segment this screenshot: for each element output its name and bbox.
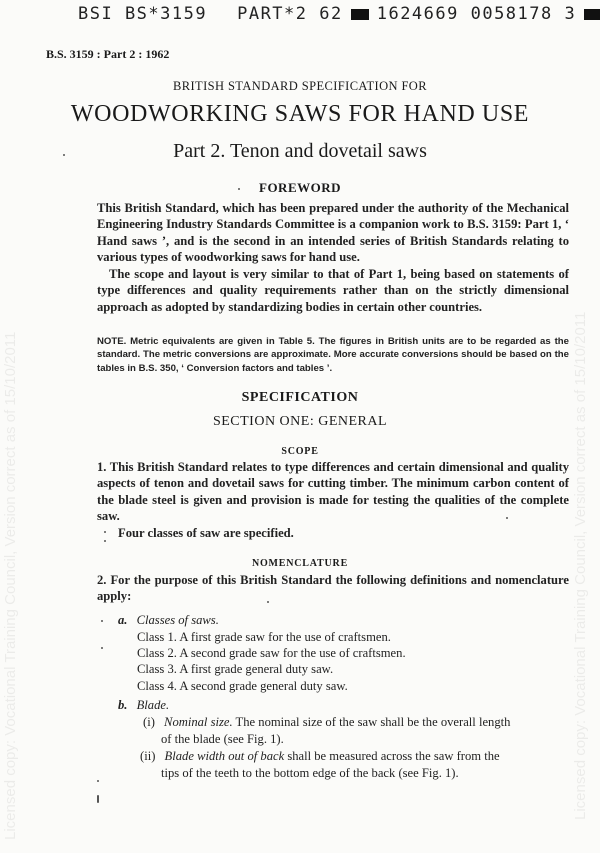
specification-heading: SPECIFICATION — [241, 390, 359, 405]
item-b-ii-number: (ii) — [140, 749, 156, 763]
scan-speck — [104, 531, 106, 533]
scan-speck — [63, 154, 65, 156]
item-b-title: Blade. — [136, 698, 170, 712]
item-b-i-text-2: of the blade (see Fig. 1). — [161, 732, 284, 746]
document-title: WOODWORKING SAWS FOR HAND USE — [70, 101, 530, 127]
scan-speck — [97, 795, 99, 803]
foreword-paragraph-2 — [97, 266, 569, 315]
class-4-line: Class 4. A second grade general duty saw. — [137, 679, 348, 693]
class-1-line: Class 1. A first grade saw for the use of craftsmen. — [137, 630, 391, 644]
scan-speck — [101, 620, 103, 622]
scan-speck — [238, 188, 240, 190]
foreword-paragraph-2-text: The scope and layout is very similar to that of Part 1, being based on statements of type differences and quality requirements rather than on the strictly dimensional approach as adopted by standardizing bodies in certain other countries. — [97, 267, 569, 314]
item-a-heading — [118, 612, 219, 628]
scope-classes-statement: Four classes of saw are specified. — [118, 526, 294, 540]
item-a-label: a. — [118, 613, 128, 627]
item-b-label: b. — [118, 698, 128, 712]
barcode-block-icon — [351, 9, 369, 20]
item-b-heading — [118, 697, 169, 713]
nomenclature-heading: NOMENCLATURE — [251, 558, 349, 569]
scan-speck — [97, 780, 99, 782]
header-code-left: BSI BS*3159 — [78, 4, 208, 24]
foreword-paragraph-1: This British Standard, which has been prepared under the authority of the Mechanical Engineering Industry Standards Committee is a companion work to B.S. 3159: Part 1, ‘ Hand saws ’, and is the second in an intended series of British Standards relating to various types of woodworking saws for hand use. — [97, 201, 569, 265]
scan-speck — [506, 517, 508, 519]
class-3-line: Class 3. A first grade general duty saw. — [137, 662, 334, 676]
scope-paragraph: 1. This British Standard relates to type differences and certain dimensional and quality aspects of tenon and dovetail saws for cutting timber. The minimum carbon content of the blade steel is given and provision is made for testing the qualities of the complete saw. — [97, 460, 569, 524]
document-part-title: Part 2. Tenon and dovetail saws — [173, 140, 427, 162]
item-b-ii-line-1 — [140, 748, 500, 764]
header-code-right: 1624669 0058178 3 — [376, 4, 577, 24]
foreword-heading: FOREWORD — [259, 180, 341, 195]
section-heading: SECTION ONE: GENERAL — [212, 414, 388, 429]
document-supertitle: BRITISH STANDARD SPECIFICATION FOR — [173, 79, 427, 93]
item-b-ii-text-2: tips of the teeth to the bottom edge of the back (see Fig. 1). — [161, 766, 459, 780]
nomenclature-paragraph: 2. For the purpose of this British Standard the following definitions and nomenclature apply: — [97, 573, 569, 604]
scan-speck — [104, 540, 106, 542]
scan-speck — [267, 601, 269, 603]
item-b-i-text-1: The nominal size of the saw shall be the overall length — [232, 715, 511, 729]
metric-note: NOTE. Metric equivalents are given in Table 5. The figures in British units are to be regarded as the standard. The metric conversions are approximate. More accurate conversions should be based on the tables in B.S. 350, ‘ Conversion factors and tables ’. — [97, 336, 569, 374]
watermark-right: Licensed copy: Vocational Training Council, Version correct as of 15/10/2011 — [572, 311, 589, 820]
scope-heading: SCOPE — [281, 446, 319, 457]
class-2-line: Class 2. A second grade saw for the use of craftsmen. — [137, 646, 406, 660]
item-b-ii-text-1: shall be measured across the saw from the — [284, 749, 500, 763]
header-code-line — [78, 4, 600, 24]
scan-speck — [101, 647, 103, 649]
item-b-i-line-1 — [143, 714, 510, 730]
header-code-mid: PART*2 62 — [237, 4, 343, 24]
item-b-i-number: (i) — [143, 715, 155, 729]
barcode-block-icon — [584, 9, 600, 20]
item-b-i-term: Nominal size. — [164, 715, 233, 729]
item-b-ii-term: Blade width out of back — [164, 749, 285, 763]
watermark-left: Licensed copy: Vocational Training Council, Version correct as of 15/10/2011 — [2, 331, 19, 840]
standard-reference: B.S. 3159 : Part 2 : 1962 — [46, 47, 170, 61]
item-a-title: Classes of saws. — [136, 613, 219, 627]
